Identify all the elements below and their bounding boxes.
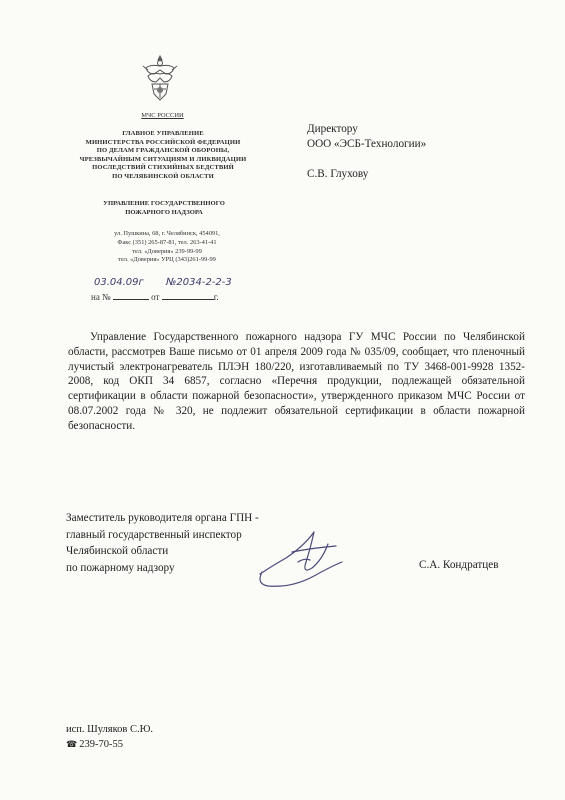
org-address xyxy=(92,230,242,265)
executor-phone-line xyxy=(66,737,153,753)
addressee-company: ООО «ЭСБ-Технологии» xyxy=(307,138,427,150)
reference-na: на № xyxy=(91,292,111,302)
addressee-position: Директору xyxy=(307,123,358,135)
mchs-emblem-icon xyxy=(140,54,180,102)
registration-date: 03.04.09г xyxy=(94,277,144,288)
registration-number: №2034-2-2-3 xyxy=(166,277,232,288)
org-sub-line: УПРАВЛЕНИЕ ГОСУДАРСТВЕННОГО xyxy=(103,200,225,207)
org-main-line: ГЛАВНОЕ УПРАВЛЕНИЕ xyxy=(122,130,204,137)
reference-line xyxy=(91,291,219,302)
org-main-line: МИНИСТЕРСТВА РОССИЙСКОЙ ФЕДЕРАЦИИ xyxy=(85,138,241,146)
addressee xyxy=(307,122,426,182)
reference-number-blank xyxy=(113,291,149,300)
signatory-title xyxy=(66,510,259,576)
org-main-line: ЧРЕЗВЫЧАЙНЫМ СИТУАЦИЯМ И ЛИКВИДАЦИИ xyxy=(79,155,247,163)
reference-date-blank xyxy=(162,291,214,300)
org-main-line: ПО ЧЕЛЯБИНСКОЙ ОБЛАСТИ xyxy=(112,172,214,180)
signatory-title-line: Челябинской области xyxy=(66,545,169,557)
executor-phone: 239-70-55 xyxy=(79,739,123,750)
handwritten-signature xyxy=(252,522,352,592)
letter-body: Управление Государственного пожарного надзора ГУ МЧС России по Челябинской области, рассмотрев Ваше письмо от 01 апреля 2009 года № 035/09, сообщает, что пленочный лучистый электронагреватель ПЛЭН 180/220, изготавливаемый по ТУ 3468-001-9928 1352-2008, код ОКП 34 6857, согласно «Перечня продукции, подлежащей обязательной сертификации в области пожарной безопасности», утвержденного приказом МЧС России от 08.07.2002 года № 320, не подлежит обязательной сертификации в области пожарной безопасности. xyxy=(68,331,525,432)
org-main-name xyxy=(78,130,248,182)
org-sub-line: ПОЖАРНОГО НАДЗОРА xyxy=(125,208,203,216)
signatory-title-line: главный государственный инспектор xyxy=(66,528,242,541)
signatory-title-line: Заместитель руководителя органа ГПН - xyxy=(66,512,259,524)
addressee-name: С.В. Глухову xyxy=(307,168,369,180)
executor-info xyxy=(66,722,153,753)
reference-ot: от xyxy=(151,292,160,302)
signatory-title-line: по пожарному надзору xyxy=(66,561,175,574)
org-main-line: ПОСЛЕДСТВИЙ СТИХИЙНЫХ БЕДСТВИЙ xyxy=(92,164,234,172)
org-short-name: МЧС РОССИИ xyxy=(141,112,184,119)
phone-icon: ☎ xyxy=(66,740,78,750)
address-line: Факс (351) 265-87-81, тел. 263-41-41 xyxy=(117,238,217,246)
signatory-name: С.А. Кондратцев xyxy=(419,559,499,571)
address-line: тел. «Доверия» 239-99-99 xyxy=(132,247,202,255)
address-line: тел. «Доверия» УРЦ (343)261-99-99 xyxy=(118,256,216,264)
executor-name: исп. Шуляков С.Ю. xyxy=(66,724,154,735)
address-line: ул. Пушкина, 68, г. Челябинск, 454091, xyxy=(114,230,220,237)
org-main-line: ПО ДЕЛАМ ГРАЖДАНСКОЙ ОБОРОНЫ, xyxy=(96,147,230,155)
org-sub-name xyxy=(90,200,238,217)
reference-year: г. xyxy=(213,292,219,302)
